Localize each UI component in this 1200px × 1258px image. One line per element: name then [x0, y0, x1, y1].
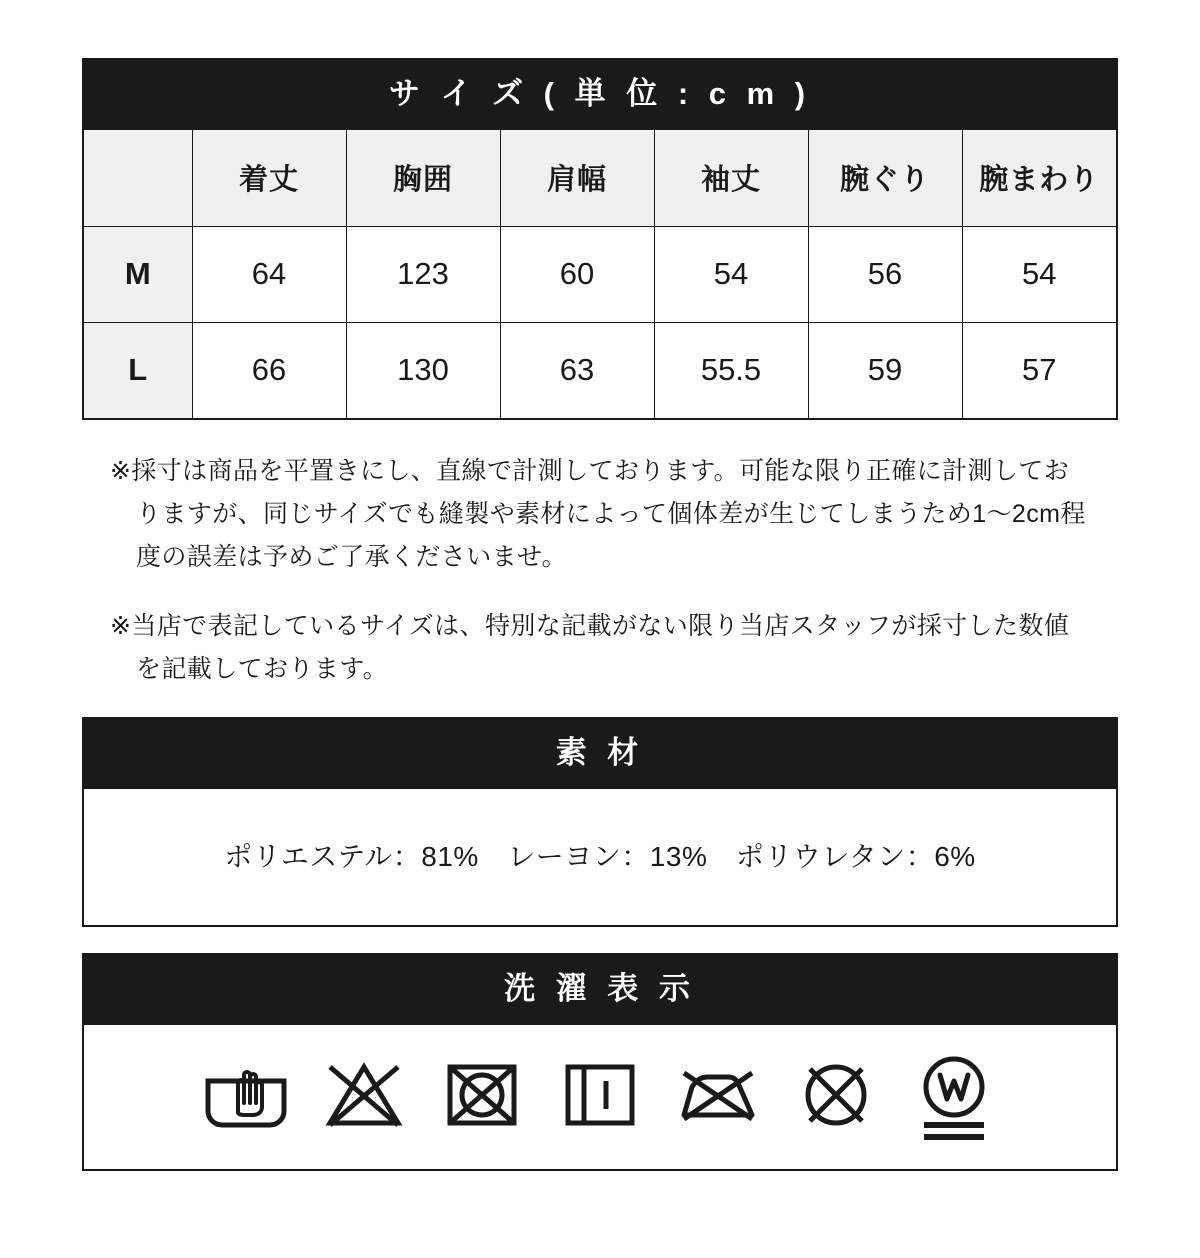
- table-row: [84, 226, 1116, 322]
- note-staff-measured: ※当店で表記しているサイズは、特別な記載がない限り当店スタッフが採寸した数値を記載しております。: [110, 612, 1070, 684]
- wet-clean-gentle-icon: [908, 1047, 1000, 1143]
- cell-m-armhole: 56: [808, 226, 962, 322]
- measurement-notes: [82, 450, 1118, 691]
- cell-m-length: 64: [192, 226, 346, 322]
- size-table: [84, 130, 1116, 418]
- cell-m-sleeve: 54: [654, 226, 808, 322]
- cell-l-sleeve: 55.5: [654, 322, 808, 418]
- cell-l-length: 66: [192, 322, 346, 418]
- cell-m-chest: 123: [346, 226, 500, 322]
- product-spec-page: [0, 58, 1200, 1258]
- row-header-size-m: M: [84, 226, 192, 322]
- size-table-corner: [84, 130, 192, 226]
- size-table-head: [84, 130, 1116, 226]
- cell-m-arm-circumference: 54: [962, 226, 1116, 322]
- no-tumble-dry-icon: [436, 1053, 528, 1137]
- row-header-size-l: L: [84, 322, 192, 418]
- cell-l-chest: 130: [346, 322, 500, 418]
- column-header-sleeve: 袖丈: [654, 130, 808, 226]
- size-section: [82, 58, 1118, 420]
- column-header-shoulder: 肩幅: [500, 130, 654, 226]
- column-header-chest: 胸囲: [346, 130, 500, 226]
- table-header-row: [84, 130, 1116, 226]
- size-table-body: [84, 226, 1116, 418]
- column-header-length: 着丈: [192, 130, 346, 226]
- laundry-section: [82, 953, 1118, 1171]
- hand-wash-icon: [200, 1053, 292, 1137]
- drip-dry-in-shade-icon: [554, 1053, 646, 1137]
- cell-l-armhole: 59: [808, 322, 962, 418]
- cell-l-arm-circumference: 57: [962, 322, 1116, 418]
- material-composition: ポリエステル：81% レーヨン：13% ポリウレタン：6%: [224, 841, 976, 873]
- material-section: [82, 717, 1118, 927]
- no-iron-icon: [672, 1053, 764, 1137]
- laundry-symbol-list: [84, 1025, 1116, 1169]
- no-bleach-icon: [318, 1053, 410, 1137]
- no-dry-clean-icon: [790, 1053, 882, 1137]
- column-header-arm-circumference: 腕まわり: [962, 130, 1116, 226]
- size-section-title: サ イ ズ ( 単 位 : c m ): [84, 60, 1116, 130]
- cell-l-shoulder: 63: [500, 322, 654, 418]
- material-section-title: 素 材: [84, 719, 1116, 789]
- table-row: [84, 322, 1116, 418]
- column-header-armhole: 腕ぐり: [808, 130, 962, 226]
- note-measurement-tolerance: ※採寸は商品を平置きにし、直線で計測しております。可能な限り正確に計測しておりますが、同じサイズでも縫製や素材によって個体差が生じてしまうため1〜2cm程度の誤差は予めご了承くださいませ。: [110, 457, 1086, 572]
- laundry-section-title: 洗 濯 表 示: [84, 955, 1116, 1025]
- cell-m-shoulder: 60: [500, 226, 654, 322]
